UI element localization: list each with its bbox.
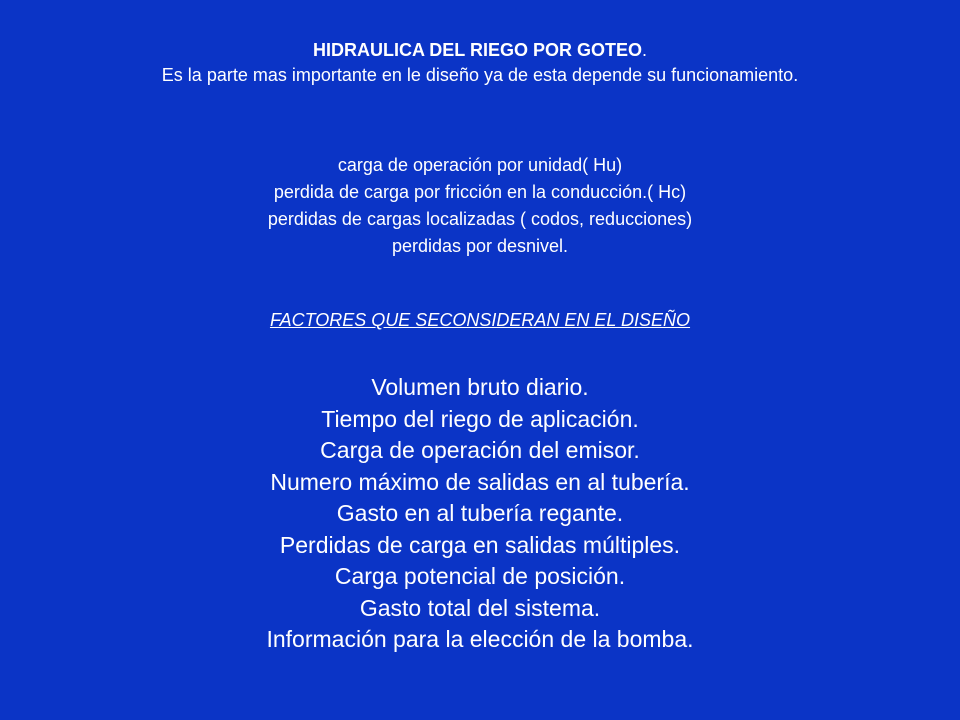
factor-item: Gasto total del sistema.: [359, 594, 601, 621]
loss-list: [0, 152, 960, 260]
loss-item: perdidas de cargas localizadas ( codos, reducciones): [267, 209, 693, 229]
factor-item: Perdidas de carga en salidas múltiples.: [279, 531, 681, 558]
slide-title-period: .: [642, 40, 648, 60]
factor-item: Información para la elección de la bomba.: [266, 626, 694, 652]
factor-item: Carga potencial de posición.: [334, 563, 626, 589]
intro-text: Es la parte mas importante en le diseño ya de esta depende su funcionamiento.: [161, 65, 799, 85]
factors-list: [0, 372, 960, 656]
slide-title: [0, 38, 960, 63]
loss-item: perdidas por desnivel.: [391, 236, 569, 256]
loss-item: carga de operación por unidad( Hu): [337, 155, 623, 175]
factor-item: Volumen bruto diario.: [371, 374, 589, 400]
loss-item: perdida de carga por fricción en la conducción.( Hc): [273, 182, 687, 202]
factor-item: Carga de operación del emisor.: [320, 437, 640, 463]
title-block: [0, 38, 960, 88]
factor-item: Numero máximo de salidas en al tubería.: [270, 468, 690, 495]
factors-heading: FACTORES QUE SECONSIDERAN EN EL DISEÑO: [269, 310, 691, 330]
slide-title-text: HIDRAULICA DEL RIEGO POR GOTEO: [312, 40, 642, 60]
factor-item: Tiempo del riego de aplicación.: [321, 405, 639, 432]
factor-item: Gasto en al tubería regante.: [336, 500, 624, 526]
